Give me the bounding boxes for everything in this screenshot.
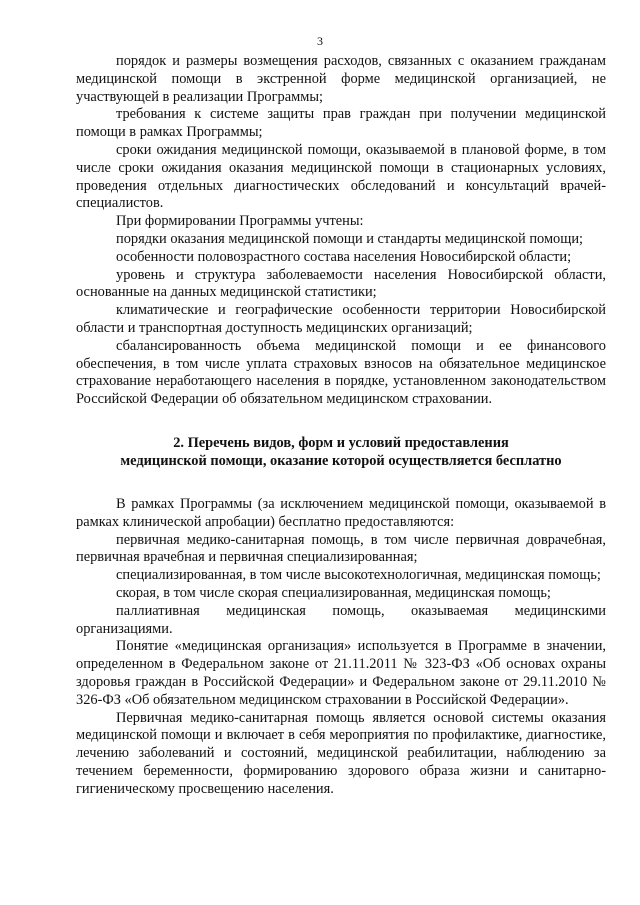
section-heading-line-1: 2. Перечень видов, форм и условий предоставления [173, 435, 509, 451]
paragraph: порядок и размеры возмещения расходов, связанных с оказанием гражданам медицинской помощи в экстренной форме медицинской организацией, не участвующей в реализации Программы; [76, 53, 606, 105]
section-heading [76, 434, 606, 470]
paragraph: уровень и структура заболеваемости населения Новосибирской области, основанные на данных медицинской статистики; [76, 266, 606, 301]
paragraph: Первичная медико-санитарная помощь является основой системы оказания медицинской помощи и включает в себя мероприятия по профилактике, диагностике, лечению заболеваний и состояний, медицинской реабилитации, наблюдению за течением беременности, формированию здорового образа жизни и санитарно-гигиеническому просвещению населения. [76, 709, 606, 797]
paragraph: сроки ожидания медицинской помощи, оказываемой в плановой форме, в том числе сроки ожидания оказания медицинской помощи в стационарных условиях, проведения отдельных диагностических обследований и консультаций врачей-специалистов. [76, 141, 606, 212]
paragraph: паллиативная медицинская помощь, оказываемая медицинскими организациями. [76, 602, 606, 637]
paragraph: первичная медико-санитарная помощь, в том числе первичная доврачебная, первичная врачебная и первичная специализированная; [76, 531, 606, 566]
paragraph: особенности половозрастного состава населения Новосибирской области; [116, 248, 572, 265]
paragraph: порядки оказания медицинской помощи и стандарты медицинской помощи; [116, 230, 584, 247]
paragraph: специализированная, в том числе высокотехнологичная, медицинская помощь; [116, 567, 601, 584]
paragraph: В рамках Программы (за исключением медицинской помощи, оказываемой в рамках клинической апробации) бесплатно предоставляются: [76, 496, 606, 530]
paragraph: скорая, в том числе скорая специализированная, медицинская помощь; [116, 584, 551, 601]
paragraph: сбалансированность объема медицинской помощи и ее финансового обеспечения, в том числе уплата страховых взносов на обязательное медицинское страхование неработающего населения в порядке, установленном законодательством Российской Федерации об обязательном медицинском страховании. [76, 337, 606, 408]
section-heading-line-2: медицинской помощи, оказание которой осуществляется бесплатно [120, 453, 562, 469]
paragraph: Понятие «медицинская организация» используется в Программе в значении, определенном в Федеральном законе от 21.11.2011 № 323-ФЗ «Об основах охраны здоровья граждан в Российской Федерации» и Федеральном законе от 29.11.2010 № 326-ФЗ «Об обязательном медицинском страховании в Российской Федерации». [76, 638, 606, 708]
text-block-section-2 [76, 496, 606, 799]
paragraph: требования к системе защиты прав граждан при получении медицинской помощи в рамках Программы; [76, 106, 606, 141]
page-number: 3 [317, 34, 323, 48]
text-block-intro [76, 53, 606, 409]
paragraph: климатические и географические особенности территории Новосибирской области и транспортная доступность медицинских организаций; [76, 302, 606, 336]
paragraph: При формировании Программы учтены: [116, 213, 364, 230]
